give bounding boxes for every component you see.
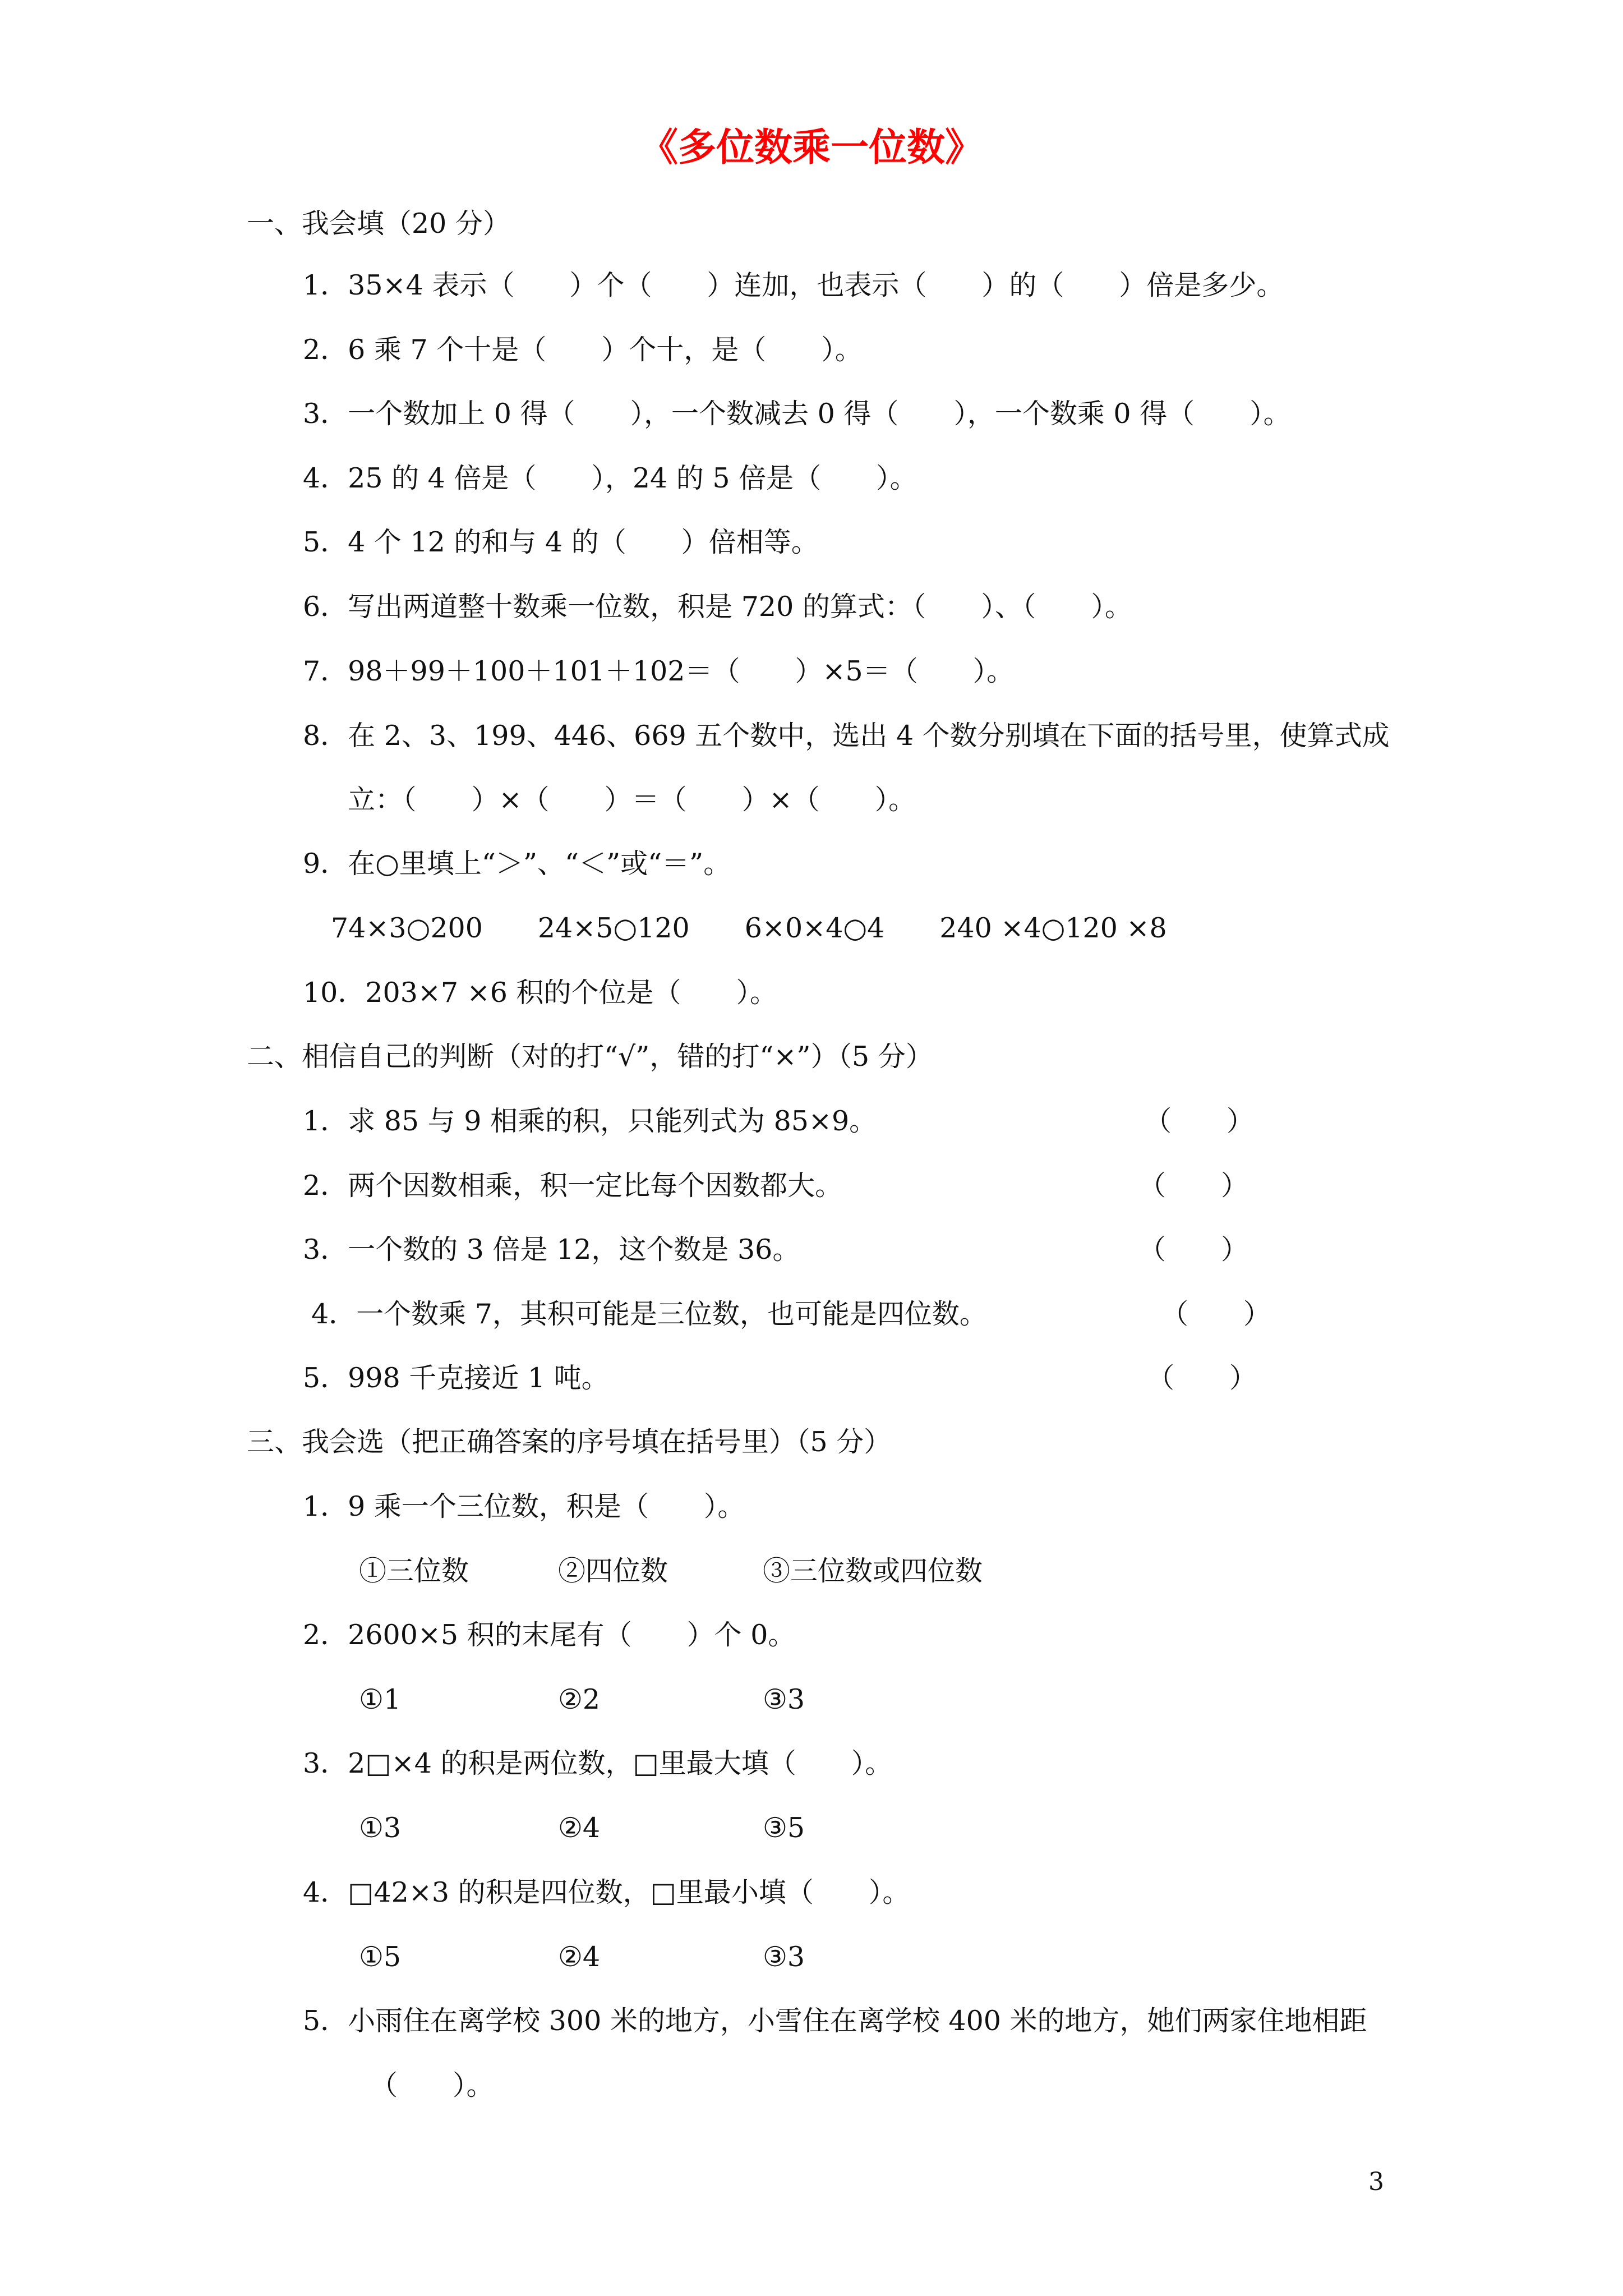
section3-item-2: 2．2600×5 积的末尾有（ ）个 0。	[303, 1619, 796, 1651]
section2-item-3: 3．一个数的 3 倍是 12，这个数是 36。	[303, 1234, 800, 1266]
section2-item-2: 2．两个因数相乘，积一定比每个因数都大。	[303, 1170, 843, 1202]
section1-item-10: 10．203×7 ×6 积的个位是（ ）。	[303, 977, 777, 1009]
section1-item-5: 5．4 个 12 的和与 4 的（ ）倍相等。	[303, 526, 819, 558]
answer-paren: （ ）	[1138, 1170, 1249, 1202]
section3-item-5-continued: （ ）。	[370, 2069, 494, 2101]
section1-item-8-continued: 立：（ ）×（ ）＝（ ）×（ ）。	[348, 784, 916, 816]
answer-paren: （ ）	[1144, 1105, 1255, 1137]
section2-heading: 二、相信自己的判断（对的打“√”，错的打“×”）（5 分）	[247, 1041, 933, 1073]
option-2: ②4	[558, 1812, 601, 1844]
option-2: ②4	[558, 1941, 601, 1973]
option-3: ③3	[763, 1683, 805, 1715]
section3-item-4: 4．□42×3 的积是四位数，□里最小填（ ）。	[303, 1876, 910, 1908]
section1-item-6: 6．写出两道整十数乘一位数，积是 720 的算式：（ ）、（ ）。	[303, 591, 1132, 623]
option-3: ③5	[763, 1812, 805, 1844]
option-1: ①三位数	[359, 1555, 469, 1587]
option-1: ①3	[359, 1812, 402, 1844]
section2-item-1: 1．求 85 与 9 相乘的积，只能列式为 85×9。	[303, 1105, 877, 1137]
option-1: ①5	[359, 1941, 402, 1973]
option-2: ②四位数	[558, 1555, 668, 1587]
page-title: 《多位数乘一位数》	[639, 125, 983, 170]
option-1: ①1	[359, 1683, 402, 1715]
section3-item-5: 5．小雨住在离学校 300 米的地方，小雪住在离学校 400 米的地方，她们两家住地相距	[303, 2005, 1367, 2037]
section2-item-5: 5．998 千克接近 1 吨。	[303, 1362, 609, 1394]
page-number: 3	[1368, 2168, 1384, 2196]
answer-paren: （ ）	[1161, 1298, 1271, 1330]
option-3: ③三位数或四位数	[763, 1555, 983, 1587]
section1-item-1: 1．35×4 表示（ ）个（ ）连加，也表示（ ）的（ ）倍是多少。	[303, 269, 1284, 301]
section3-heading: 三、我会选（把正确答案的序号填在括号里）（5 分）	[247, 1426, 892, 1458]
section1-item-7: 7．98＋99＋100＋101＋102＝（ ）×5＝（ ）。	[303, 655, 1015, 687]
option-3: ③3	[763, 1941, 805, 1973]
section3-item-1: 1．9 乘一个三位数，积是（ ）。	[303, 1490, 745, 1522]
answer-paren: （ ）	[1138, 1234, 1249, 1266]
section2-item-4: 4．一个数乘 7，其积可能是三位数，也可能是四位数。	[311, 1298, 987, 1330]
answer-paren: （ ）	[1147, 1362, 1257, 1394]
section1-item-8: 8．在 2、3、199、446、669 五个数中，选出 4 个数分别填在下面的括号里，使算式成	[303, 720, 1390, 752]
section3-item-3: 3．2□×4 的积是两位数，□里最大填（ ）。	[303, 1747, 893, 1779]
section1-item-3: 3．一个数加上 0 得（ ），一个数减去 0 得（ ），一个数乘 0 得（ ）。	[303, 398, 1291, 430]
section1-heading: 一、我会填（20 分）	[247, 208, 510, 240]
section1-item-9-comparisons: 74×3○200 24×5○120 6×0×4○4 240 ×4○120 ×8	[331, 912, 1167, 944]
section1-item-2: 2．6 乘 7 个十是（ ）个十，是（ ）。	[303, 334, 863, 366]
option-2: ②2	[558, 1683, 601, 1715]
section1-item-9: 9．在○里填上“＞”、“＜”或“＝”。	[303, 848, 731, 880]
section1-item-4: 4．25 的 4 倍是（ ），24 的 5 倍是（ ）。	[303, 462, 917, 494]
